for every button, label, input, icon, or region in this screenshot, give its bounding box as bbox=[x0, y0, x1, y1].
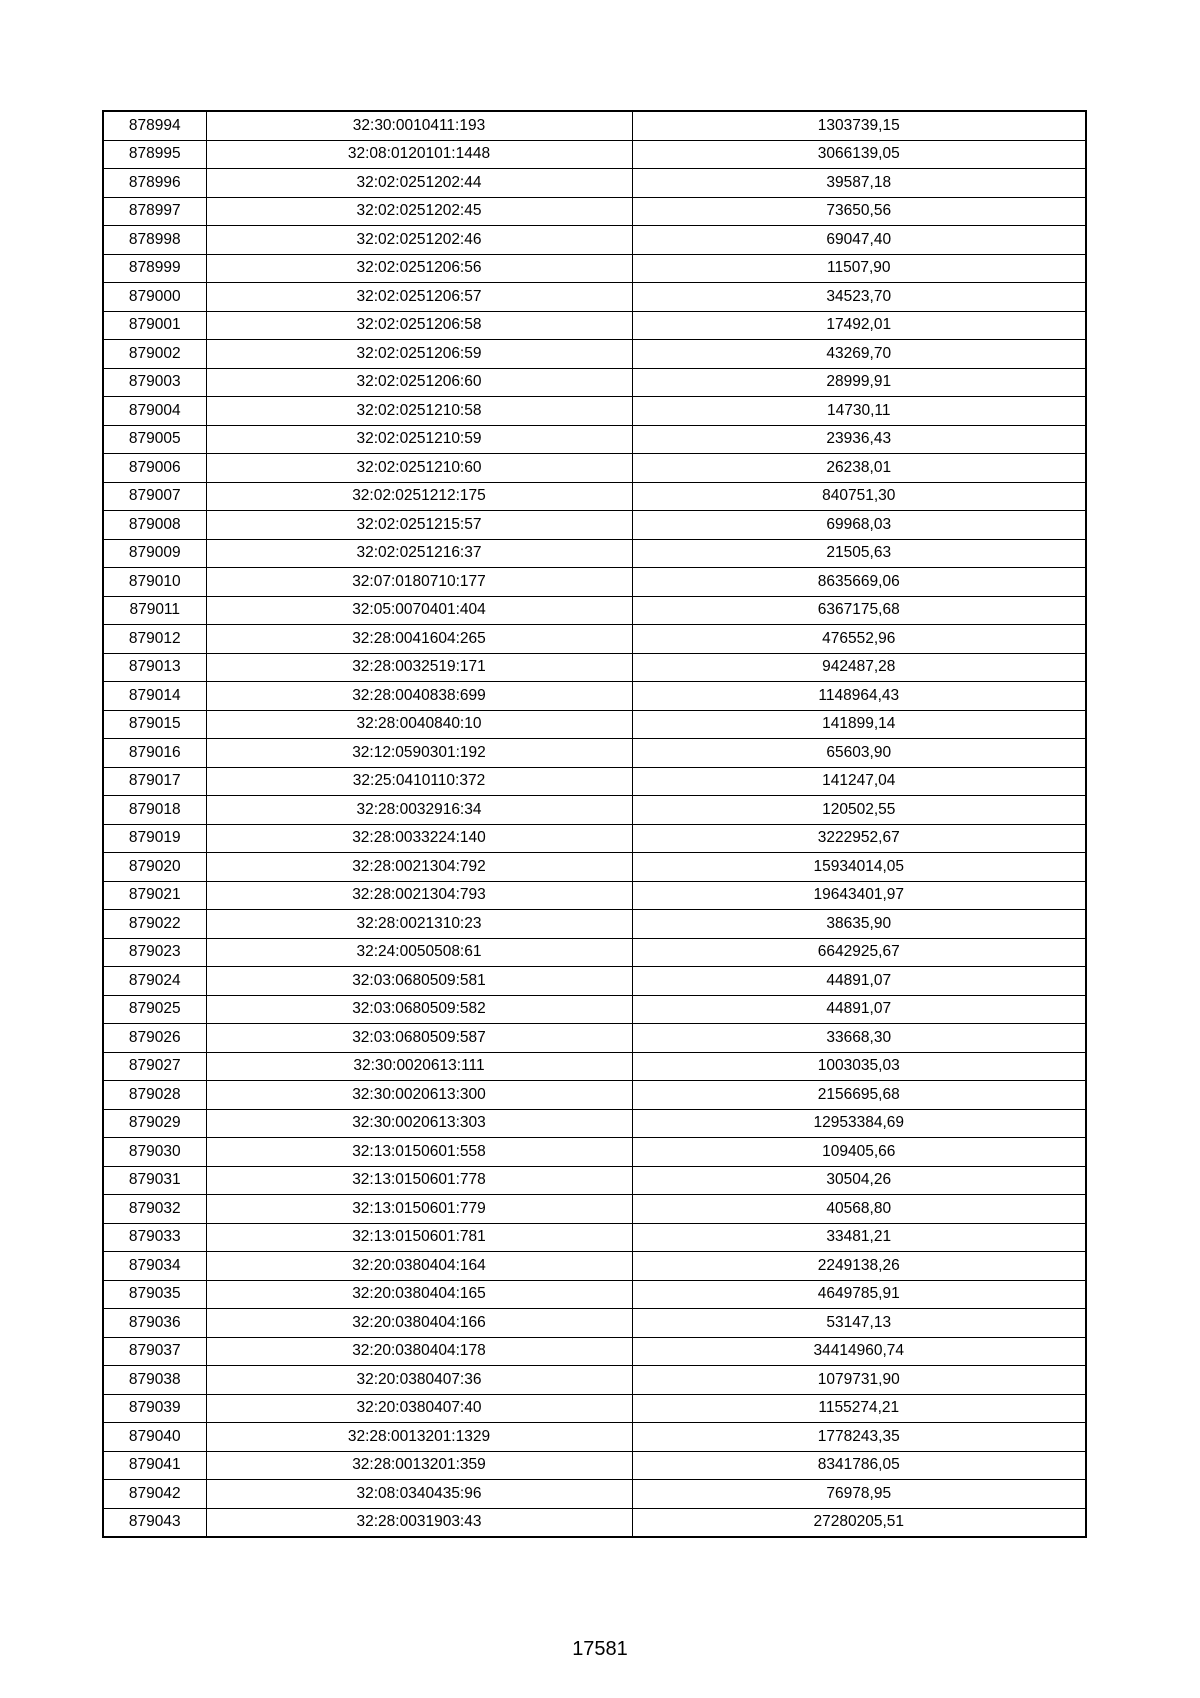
row-number-cell: 878999 bbox=[103, 254, 206, 283]
value-cell: 39587,18 bbox=[632, 169, 1086, 198]
value-cell: 34414960,74 bbox=[632, 1337, 1086, 1366]
cadastral-number-cell: 32:02:0251206:56 bbox=[206, 254, 632, 283]
table-row bbox=[103, 1109, 1086, 1138]
table-row bbox=[103, 568, 1086, 597]
table-row bbox=[103, 1166, 1086, 1195]
row-number-cell: 879042 bbox=[103, 1480, 206, 1509]
value-cell: 476552,96 bbox=[632, 625, 1086, 654]
row-number-cell: 879030 bbox=[103, 1138, 206, 1167]
value-cell: 1155274,21 bbox=[632, 1394, 1086, 1423]
cadastral-number-cell: 32:28:0021310:23 bbox=[206, 910, 632, 939]
value-cell: 1303739,15 bbox=[632, 111, 1086, 140]
value-cell: 11507,90 bbox=[632, 254, 1086, 283]
cadastral-number-cell: 32:30:0010411:193 bbox=[206, 111, 632, 140]
cadastral-number-cell: 32:20:0380407:36 bbox=[206, 1366, 632, 1395]
value-cell: 53147,13 bbox=[632, 1309, 1086, 1338]
table-row bbox=[103, 739, 1086, 768]
cadastral-value-table bbox=[102, 110, 1087, 1538]
row-number-cell: 879027 bbox=[103, 1052, 206, 1081]
value-cell: 30504,26 bbox=[632, 1166, 1086, 1195]
cadastral-number-cell: 32:02:0251202:46 bbox=[206, 226, 632, 255]
cadastral-number-cell: 32:02:0251206:60 bbox=[206, 368, 632, 397]
row-number-cell: 879011 bbox=[103, 596, 206, 625]
value-cell: 40568,80 bbox=[632, 1195, 1086, 1224]
row-number-cell: 879024 bbox=[103, 967, 206, 996]
cadastral-number-cell: 32:28:0021304:793 bbox=[206, 881, 632, 910]
cadastral-number-cell: 32:28:0021304:792 bbox=[206, 853, 632, 882]
value-cell: 33668,30 bbox=[632, 1024, 1086, 1053]
table-row bbox=[103, 454, 1086, 483]
value-cell: 141899,14 bbox=[632, 710, 1086, 739]
value-cell: 19643401,97 bbox=[632, 881, 1086, 910]
value-cell: 1003035,03 bbox=[632, 1052, 1086, 1081]
row-number-cell: 879033 bbox=[103, 1223, 206, 1252]
cadastral-number-cell: 32:28:0032916:34 bbox=[206, 796, 632, 825]
value-cell: 3222952,67 bbox=[632, 824, 1086, 853]
row-number-cell: 879032 bbox=[103, 1195, 206, 1224]
value-cell: 3066139,05 bbox=[632, 140, 1086, 169]
value-cell: 27280205,51 bbox=[632, 1508, 1086, 1537]
value-cell: 65603,90 bbox=[632, 739, 1086, 768]
row-number-cell: 879040 bbox=[103, 1423, 206, 1452]
row-number-cell: 879025 bbox=[103, 995, 206, 1024]
value-cell: 43269,70 bbox=[632, 340, 1086, 369]
row-number-cell: 879014 bbox=[103, 682, 206, 711]
row-number-cell: 879015 bbox=[103, 710, 206, 739]
table-row bbox=[103, 425, 1086, 454]
value-cell: 109405,66 bbox=[632, 1138, 1086, 1167]
row-number-cell: 879026 bbox=[103, 1024, 206, 1053]
cadastral-number-cell: 32:02:0251202:45 bbox=[206, 197, 632, 226]
row-number-cell: 878997 bbox=[103, 197, 206, 226]
value-cell: 33481,21 bbox=[632, 1223, 1086, 1252]
row-number-cell: 879016 bbox=[103, 739, 206, 768]
table-row bbox=[103, 1451, 1086, 1480]
page-number: 17581 bbox=[572, 1638, 628, 1660]
table-row bbox=[103, 111, 1086, 140]
value-cell: 26238,01 bbox=[632, 454, 1086, 483]
row-number-cell: 879001 bbox=[103, 311, 206, 340]
cadastral-number-cell: 32:20:0380404:164 bbox=[206, 1252, 632, 1281]
cadastral-number-cell: 32:30:0020613:303 bbox=[206, 1109, 632, 1138]
cadastral-number-cell: 32:13:0150601:558 bbox=[206, 1138, 632, 1167]
cadastral-number-cell: 32:12:0590301:192 bbox=[206, 739, 632, 768]
cadastral-number-cell: 32:13:0150601:781 bbox=[206, 1223, 632, 1252]
table-row bbox=[103, 796, 1086, 825]
value-cell: 141247,04 bbox=[632, 767, 1086, 796]
row-number-cell: 879005 bbox=[103, 425, 206, 454]
table-row bbox=[103, 995, 1086, 1024]
value-cell: 69968,03 bbox=[632, 511, 1086, 540]
row-number-cell: 879008 bbox=[103, 511, 206, 540]
value-cell: 76978,95 bbox=[632, 1480, 1086, 1509]
table-row bbox=[103, 539, 1086, 568]
value-cell: 120502,55 bbox=[632, 796, 1086, 825]
cadastral-number-cell: 32:28:0040838:699 bbox=[206, 682, 632, 711]
table-row bbox=[103, 197, 1086, 226]
cadastral-number-cell: 32:02:0251216:37 bbox=[206, 539, 632, 568]
table-row bbox=[103, 283, 1086, 312]
value-cell: 4649785,91 bbox=[632, 1280, 1086, 1309]
cadastral-number-cell: 32:03:0680509:582 bbox=[206, 995, 632, 1024]
table-row bbox=[103, 1081, 1086, 1110]
value-cell: 38635,90 bbox=[632, 910, 1086, 939]
cadastral-number-cell: 32:13:0150601:778 bbox=[206, 1166, 632, 1195]
value-cell: 12953384,69 bbox=[632, 1109, 1086, 1138]
value-cell: 44891,07 bbox=[632, 995, 1086, 1024]
table-row bbox=[103, 1394, 1086, 1423]
cadastral-number-cell: 32:25:0410110:372 bbox=[206, 767, 632, 796]
row-number-cell: 879029 bbox=[103, 1109, 206, 1138]
row-number-cell: 879017 bbox=[103, 767, 206, 796]
value-cell: 73650,56 bbox=[632, 197, 1086, 226]
row-number-cell: 879043 bbox=[103, 1508, 206, 1537]
row-number-cell: 879007 bbox=[103, 482, 206, 511]
value-cell: 8341786,05 bbox=[632, 1451, 1086, 1480]
cadastral-number-cell: 32:02:0251206:57 bbox=[206, 283, 632, 312]
row-number-cell: 879018 bbox=[103, 796, 206, 825]
row-number-cell: 879036 bbox=[103, 1309, 206, 1338]
table-row bbox=[103, 482, 1086, 511]
table-row bbox=[103, 653, 1086, 682]
table-row bbox=[103, 1508, 1086, 1537]
cadastral-number-cell: 32:20:0380404:165 bbox=[206, 1280, 632, 1309]
value-cell: 942487,28 bbox=[632, 653, 1086, 682]
row-number-cell: 878994 bbox=[103, 111, 206, 140]
table-row bbox=[103, 596, 1086, 625]
table-row bbox=[103, 1052, 1086, 1081]
table-row bbox=[103, 1280, 1086, 1309]
value-cell: 23936,43 bbox=[632, 425, 1086, 454]
row-number-cell: 879010 bbox=[103, 568, 206, 597]
table-row bbox=[103, 340, 1086, 369]
table-row bbox=[103, 226, 1086, 255]
value-cell: 44891,07 bbox=[632, 967, 1086, 996]
table-row bbox=[103, 1138, 1086, 1167]
cadastral-number-cell: 32:28:0013201:1329 bbox=[206, 1423, 632, 1452]
row-number-cell: 879041 bbox=[103, 1451, 206, 1480]
row-number-cell: 879013 bbox=[103, 653, 206, 682]
row-number-cell: 879035 bbox=[103, 1280, 206, 1309]
row-number-cell: 879034 bbox=[103, 1252, 206, 1281]
value-cell: 6642925,67 bbox=[632, 938, 1086, 967]
row-number-cell: 879020 bbox=[103, 853, 206, 882]
value-cell: 8635669,06 bbox=[632, 568, 1086, 597]
cadastral-number-cell: 32:13:0150601:779 bbox=[206, 1195, 632, 1224]
cadastral-number-cell: 32:20:0380404:166 bbox=[206, 1309, 632, 1338]
value-cell: 21505,63 bbox=[632, 539, 1086, 568]
value-cell: 14730,11 bbox=[632, 397, 1086, 426]
cadastral-number-cell: 32:20:0380404:178 bbox=[206, 1337, 632, 1366]
cadastral-number-cell: 32:02:0251206:58 bbox=[206, 311, 632, 340]
cadastral-number-cell: 32:24:0050508:61 bbox=[206, 938, 632, 967]
value-cell: 34523,70 bbox=[632, 283, 1086, 312]
table-row bbox=[103, 169, 1086, 198]
row-number-cell: 879038 bbox=[103, 1366, 206, 1395]
cadastral-number-cell: 32:08:0120101:1448 bbox=[206, 140, 632, 169]
table-row bbox=[103, 511, 1086, 540]
cadastral-number-cell: 32:02:0251215:57 bbox=[206, 511, 632, 540]
cadastral-number-cell: 32:02:0251202:44 bbox=[206, 169, 632, 198]
value-cell: 1778243,35 bbox=[632, 1423, 1086, 1452]
row-number-cell: 879012 bbox=[103, 625, 206, 654]
value-cell: 28999,91 bbox=[632, 368, 1086, 397]
row-number-cell: 879037 bbox=[103, 1337, 206, 1366]
table-row bbox=[103, 824, 1086, 853]
row-number-cell: 879028 bbox=[103, 1081, 206, 1110]
cadastral-number-cell: 32:02:0251210:60 bbox=[206, 454, 632, 483]
table-body bbox=[103, 111, 1086, 1537]
value-cell: 6367175,68 bbox=[632, 596, 1086, 625]
table-row bbox=[103, 1423, 1086, 1452]
row-number-cell: 879003 bbox=[103, 368, 206, 397]
table-row bbox=[103, 397, 1086, 426]
value-cell: 15934014,05 bbox=[632, 853, 1086, 882]
cadastral-number-cell: 32:28:0033224:140 bbox=[206, 824, 632, 853]
table-row bbox=[103, 1195, 1086, 1224]
cadastral-number-cell: 32:02:0251206:59 bbox=[206, 340, 632, 369]
value-cell: 1148964,43 bbox=[632, 682, 1086, 711]
cadastral-number-cell: 32:05:0070401:404 bbox=[206, 596, 632, 625]
row-number-cell: 879039 bbox=[103, 1394, 206, 1423]
row-number-cell: 879009 bbox=[103, 539, 206, 568]
table-row bbox=[103, 881, 1086, 910]
cadastral-number-cell: 32:20:0380407:40 bbox=[206, 1394, 632, 1423]
value-cell: 2249138,26 bbox=[632, 1252, 1086, 1281]
table-row bbox=[103, 1480, 1086, 1509]
table-row bbox=[103, 910, 1086, 939]
row-number-cell: 878995 bbox=[103, 140, 206, 169]
table-row bbox=[103, 682, 1086, 711]
row-number-cell: 879006 bbox=[103, 454, 206, 483]
table-row bbox=[103, 853, 1086, 882]
cadastral-number-cell: 32:28:0032519:171 bbox=[206, 653, 632, 682]
cadastral-number-cell: 32:30:0020613:111 bbox=[206, 1052, 632, 1081]
table-row bbox=[103, 140, 1086, 169]
table-row bbox=[103, 625, 1086, 654]
cadastral-number-cell: 32:02:0251212:175 bbox=[206, 482, 632, 511]
row-number-cell: 879023 bbox=[103, 938, 206, 967]
value-cell: 1079731,90 bbox=[632, 1366, 1086, 1395]
cadastral-number-cell: 32:02:0251210:59 bbox=[206, 425, 632, 454]
table-row bbox=[103, 767, 1086, 796]
cadastral-number-cell: 32:28:0013201:359 bbox=[206, 1451, 632, 1480]
row-number-cell: 879031 bbox=[103, 1166, 206, 1195]
table-row bbox=[103, 1337, 1086, 1366]
value-cell: 69047,40 bbox=[632, 226, 1086, 255]
table-row bbox=[103, 1366, 1086, 1395]
table-row bbox=[103, 1024, 1086, 1053]
table-row bbox=[103, 967, 1086, 996]
cadastral-number-cell: 32:02:0251210:58 bbox=[206, 397, 632, 426]
cadastral-number-cell: 32:07:0180710:177 bbox=[206, 568, 632, 597]
row-number-cell: 879019 bbox=[103, 824, 206, 853]
table-row bbox=[103, 254, 1086, 283]
table-row bbox=[103, 710, 1086, 739]
row-number-cell: 879022 bbox=[103, 910, 206, 939]
cadastral-number-cell: 32:28:0041604:265 bbox=[206, 625, 632, 654]
row-number-cell: 878996 bbox=[103, 169, 206, 198]
table-row bbox=[103, 311, 1086, 340]
cadastral-number-cell: 32:03:0680509:587 bbox=[206, 1024, 632, 1053]
table-row bbox=[103, 1223, 1086, 1252]
cadastral-number-cell: 32:28:0040840:10 bbox=[206, 710, 632, 739]
cadastral-number-cell: 32:03:0680509:581 bbox=[206, 967, 632, 996]
table-row bbox=[103, 938, 1086, 967]
cadastral-number-cell: 32:28:0031903:43 bbox=[206, 1508, 632, 1537]
row-number-cell: 879002 bbox=[103, 340, 206, 369]
row-number-cell: 878998 bbox=[103, 226, 206, 255]
cadastral-number-cell: 32:08:0340435:96 bbox=[206, 1480, 632, 1509]
value-cell: 840751,30 bbox=[632, 482, 1086, 511]
row-number-cell: 879004 bbox=[103, 397, 206, 426]
row-number-cell: 879021 bbox=[103, 881, 206, 910]
value-cell: 2156695,68 bbox=[632, 1081, 1086, 1110]
value-cell: 17492,01 bbox=[632, 311, 1086, 340]
table-row bbox=[103, 368, 1086, 397]
cadastral-number-cell: 32:30:0020613:300 bbox=[206, 1081, 632, 1110]
table-row bbox=[103, 1309, 1086, 1338]
row-number-cell: 879000 bbox=[103, 283, 206, 312]
table-row bbox=[103, 1252, 1086, 1281]
